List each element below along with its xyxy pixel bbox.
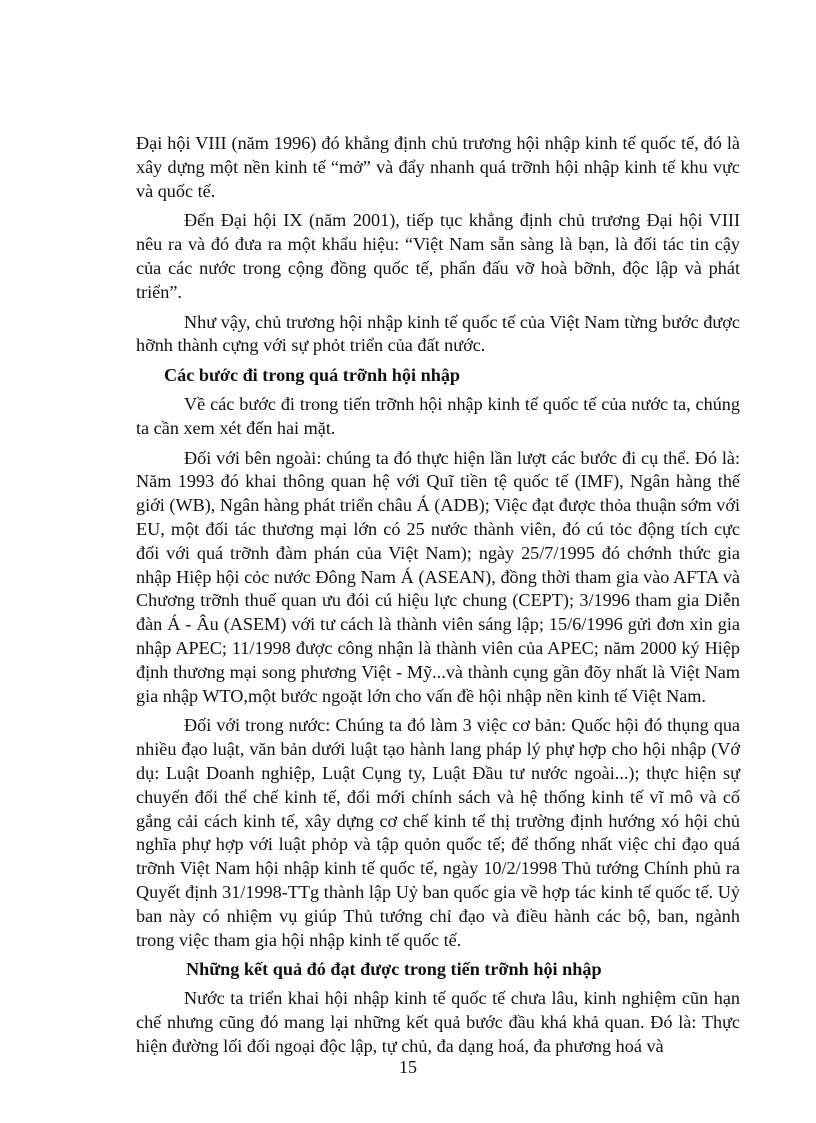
paragraph-hai-mat: Về các bước đi trong tiến trỡnh hội nhập kinh tế quốc tế của nước ta, chúng ta cần xem xét đến hai mặt. bbox=[136, 393, 740, 438]
paragraph-trong-nuoc: Đối với trong nước: Chúng ta đó làm 3 việc cơ bản: Quốc hội đó thụng qua nhiều đạo luật, văn bản dưới luật tạo hành lang pháp lý phự hợp cho hội nhập (Vớ dụ: Luật Doanh nghiệp, Luật Cụng ty, Luật Đầu tư nước ngoài...); thực hiện sự chuyển đổi thể chế kinh tế, đổi mới chính sách và hệ thống kinh tế vĩ mô và cố gắng cải cách kinh tế, xây dựng cơ chế kinh tế thị trường định hướng xó hội chủ nghĩa phự hợp với luật phỏp và tập quỏn quốc tế; để thống nhất việc chỉ đạo quá trỡnh Việt Nam hội nhập kinh tế quốc tế, ngày 10/2/1998 Thủ tướng Chính phủ ra Quyết định 31/1998-TTg thành lập Uỷ ban quốc gia về hợp tác kinh tế quốc tế. Uỷ ban này có nhiệm vụ giúp Thủ tướng chỉ đạo và điều hành các bộ, ban, ngành trong việc tham gia hội nhập kinh tế quốc tế. bbox=[136, 715, 740, 950]
page-number: 15 bbox=[399, 1057, 417, 1077]
paragraph-dai-hoi-viii: Đại hội VIII (năm 1996) đó khẳng định chủ trương hội nhập kinh tế quốc tế, đó là xây dựng một nền kinh tế “mở” và đẩy nhanh quá trỡnh hội nhập kinh tế khu vực và quốc tế. bbox=[136, 133, 740, 201]
section-heading-ket-qua: Những kết quả đó đạt được trong tiến trỡnh hội nhập bbox=[186, 959, 602, 980]
section-heading-cac-buoc-di: Các bước đi trong quá trỡnh hội nhập bbox=[164, 365, 461, 386]
document-body bbox=[136, 132, 740, 1064]
paragraph-ket-qua: Nước ta triển khai hội nhập kinh tế quốc tế chưa lâu, kinh nghiệm cũn hạn chế nhưng cũng đó mang lại những kết quả bước đầu khá khả quan. Đó là: Thực hiện đường lối đối ngoại độc lập, tự chủ, đa dạng hoá, đa phương hoá và bbox=[136, 988, 740, 1056]
paragraph-chu-truong-hoi-nhap: Như vậy, chủ trương hội nhập kinh tế quốc tế của Việt Nam từng bước được hỡnh thành cựng với sự phỏt triển của đất nước. bbox=[136, 311, 740, 356]
paragraph-ben-ngoai: Đối với bên ngoài: chúng ta đó thực hiện lần lượt các bước đi cụ thể. Đó là: Năm 1993 đó khai thông quan hệ với Quĩ tiền tệ quốc tế (IMF), Ngân hàng thế giới (WB), Ngân hàng phát triển châu Á (ADB); Việc đạt được thỏa thuận sớm với EU, một đối tác thương mại lớn có 25 nước thành viên, đó cú tỏc động tích cực đối với quá trỡnh đàm phán của Việt Nam); ngày 25/7/1995 đó chớnh thức gia nhập Hiệp hội cỏc nước Đông Nam Á (ASEAN), đồng thời tham gia vào AFTA và Chương trỡnh thuế quan ưu đói cú hiệu lực chung (CEPT); 3/1996 tham gia Diễn đàn Á - Âu (ASEM) với tư cách là thành viên sáng lập; 15/6/1996 gửi đơn xin gia nhập APEC; 11/1998 được công nhận là thành viên của APEC; năm 2000 ký Hiệp định thương mại song phương Việt - Mỹ...và thành cụng gần đõy nhất là Việt Nam gia nhập WTO,một bước ngoặt lớn cho vấn đề hội nhập nền kinh tế Việt Nam. bbox=[136, 447, 740, 706]
paragraph-dai-hoi-ix: Đến Đại hội IX (năm 2001), tiếp tục khẳng định chủ trương Đại hội VIII nêu ra và đó đưa ra một khẩu hiệu: “Việt Nam sẵn sàng là bạn, là đối tác tin cậy của các nước trong cộng đồng quốc tế, phấn đấu vỡ hoà bỡnh, độc lập và phát triển”. bbox=[136, 210, 740, 302]
